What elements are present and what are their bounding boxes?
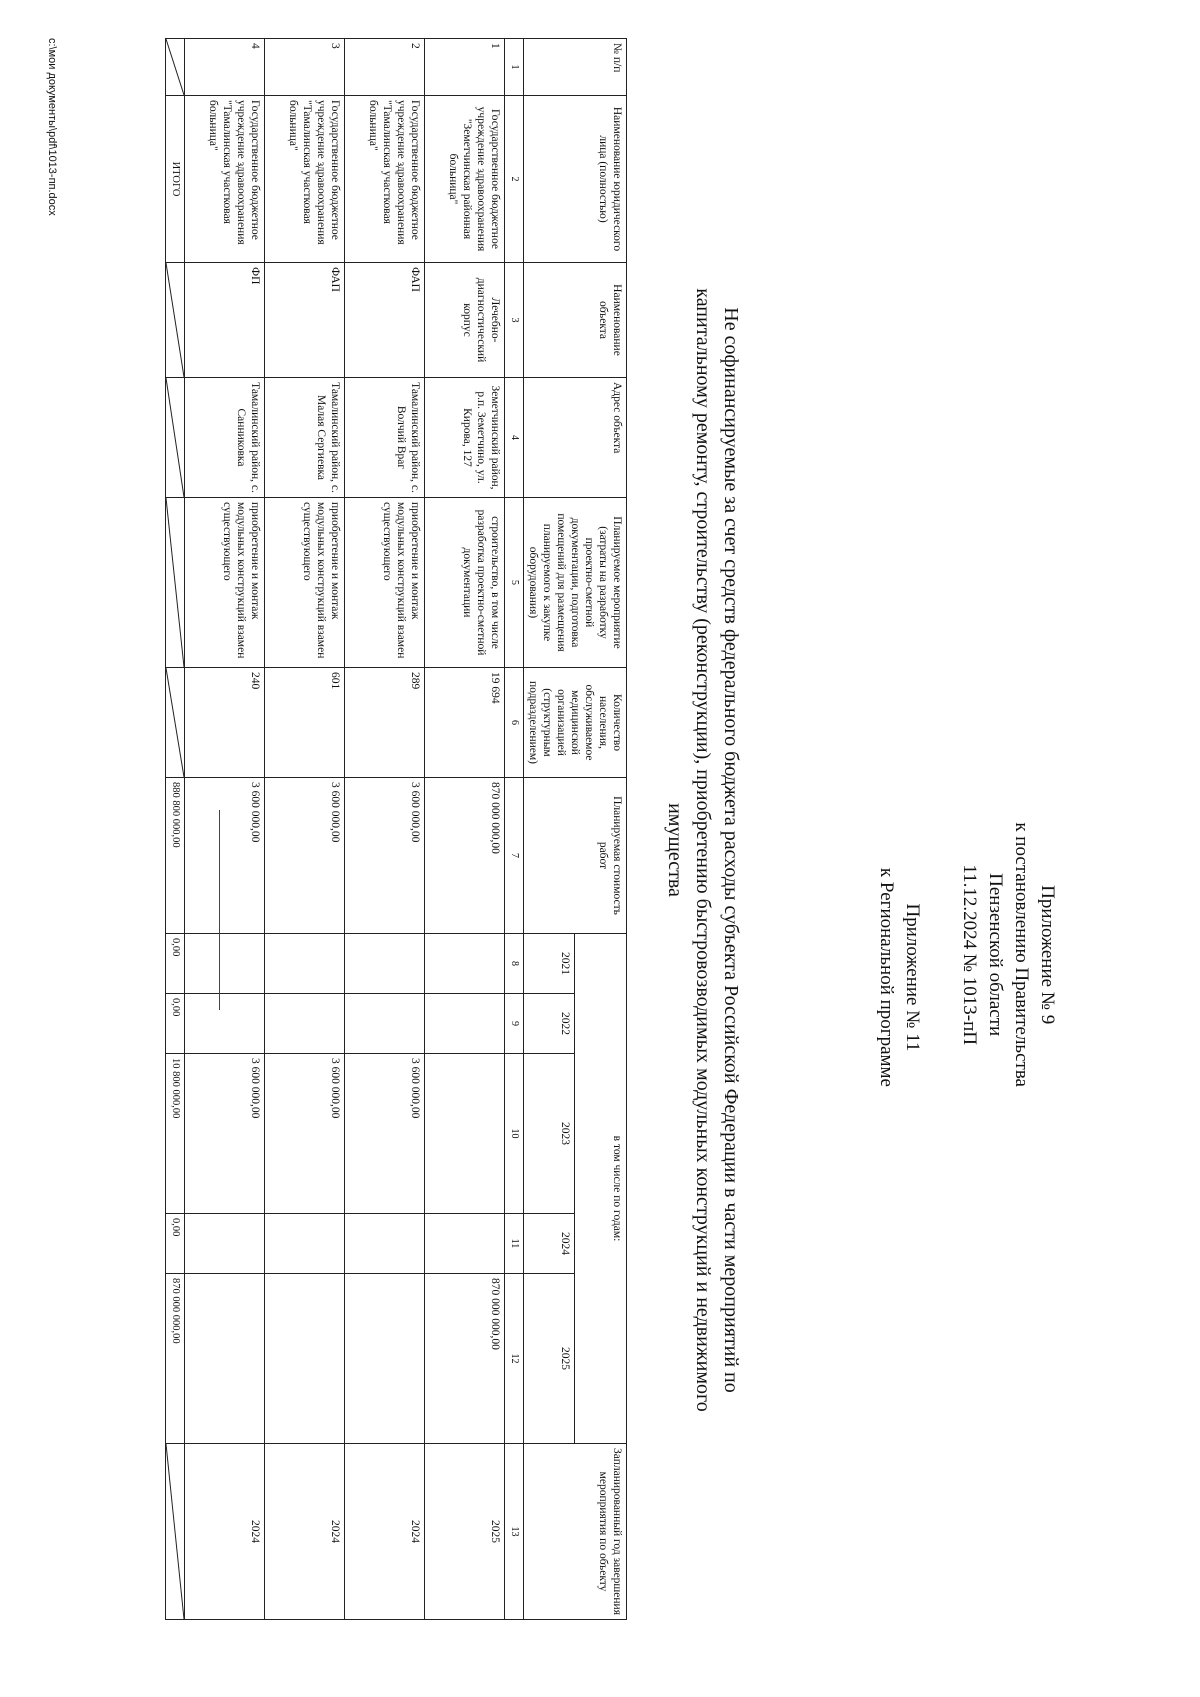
column-number: 1 <box>505 39 524 96</box>
column-numbers-row <box>505 39 524 1620</box>
cell-year-2025: 870 000 000,00 <box>425 1274 505 1444</box>
program-appendix-header <box>873 868 925 1087</box>
table-row <box>265 39 345 1620</box>
cell-object: ФАП <box>345 263 425 378</box>
col-header-cost: Планируемая стоимость работ <box>524 778 627 934</box>
col-header-by-years: в том числе по годам: <box>575 934 627 1444</box>
cell-legal-entity: Государственное бюджетное учреждение здравоохранения "Тамалинская участковая больница" <box>345 96 425 263</box>
cell-cost: 3 600 000,00 <box>265 778 345 934</box>
cell-address: Тамалинский район, с. Санниковка <box>185 378 265 498</box>
cell-object: Лечебно-диагностический корпус <box>425 263 505 378</box>
cell-year-2022 <box>345 994 425 1054</box>
appendix-header <box>956 822 1060 1087</box>
header-line: к постановлению Правительства <box>1011 822 1032 1087</box>
diagonal-line <box>166 378 184 497</box>
col-header-year: 2023 <box>524 1054 576 1214</box>
cell-legal-entity: Государственное бюджетное учреждение здравоохранения "Тамалинская участковая больница" <box>185 96 265 263</box>
cell-num: 1 <box>425 39 505 96</box>
total-year-2022: 0,00 <box>166 994 185 1054</box>
total-cost: 880 800 000,00 <box>166 778 185 934</box>
cell-year-2021 <box>265 934 345 994</box>
horizontal-divider <box>219 810 220 1010</box>
file-path-footer: c:\мои документы\pdf\1013-пп.docx <box>46 38 58 216</box>
diagonal-line <box>166 39 184 95</box>
cell-year-2023: 3 600 000,00 <box>345 1054 425 1214</box>
cell-activity: строительство, в том числе разработка проектно-сметной документации <box>425 498 505 668</box>
expenses-table <box>165 38 627 1620</box>
cell-year-2023: 3 600 000,00 <box>265 1054 345 1214</box>
cell-completion-year: 2024 <box>345 1444 425 1620</box>
cell-year-2022 <box>265 994 345 1054</box>
cell-num: 2 <box>345 39 425 96</box>
cell-year-2024 <box>265 1214 345 1274</box>
cell-object: ФАП <box>265 263 345 378</box>
cell-year-2021 <box>345 934 425 994</box>
column-number: 8 <box>505 934 524 994</box>
col-header-year: 2024 <box>524 1214 576 1274</box>
diagonal-line <box>166 498 184 667</box>
cell-legal-entity: Государственное бюджетное учреждение здравоохранения "Тамалинская участковая больница" <box>265 96 345 263</box>
title-line: Не софинансируемые за счет средств федерального бюджета расходы субъекта Российской Федерации в части мероприятий по <box>720 307 742 1393</box>
cell-population: 289 <box>345 668 425 778</box>
cell-legal-entity: Государственное бюджетное учреждение здравоохранения "Земетчинская районная больница" <box>425 96 505 263</box>
column-number: 11 <box>505 1214 524 1274</box>
cell-year-2023: 3 600 000,00 <box>185 1054 265 1214</box>
cell-completion-year: 2025 <box>425 1444 505 1620</box>
col-header-completion-year: Запланированный год завершения мероприятия по объекту <box>524 1444 627 1620</box>
crossed-cell <box>166 1444 185 1620</box>
cell-year-2022 <box>425 994 505 1054</box>
cell-population: 240 <box>185 668 265 778</box>
cell-year-2025 <box>265 1274 345 1444</box>
cell-num: 3 <box>265 39 345 96</box>
col-header-year: 2025 <box>524 1274 576 1444</box>
total-year-2021: 0,00 <box>166 934 185 994</box>
cell-year-2024 <box>185 1214 265 1274</box>
cell-activity: приобретение и монтаж модульных конструкций взамен существующего <box>265 498 345 668</box>
col-header-address: Адрес объекта <box>524 378 627 498</box>
col-header-num: № п/п <box>524 39 627 96</box>
col-header-population: Количество населения, обслуживаемое медицинской организацией (структурным подразделением) <box>524 668 627 778</box>
crossed-cell <box>166 498 185 668</box>
total-year-2023: 10 800 000,00 <box>166 1054 185 1214</box>
crossed-cell <box>166 39 185 96</box>
crossed-cell <box>166 263 185 378</box>
column-number: 12 <box>505 1274 524 1444</box>
title-line: капитальному ремонту, строительству (реконструкции), приобретению быстровозводимых модульных конструкций и недвижимого <box>692 288 714 1412</box>
column-number: 6 <box>505 668 524 778</box>
header-line: Приложение № 9 <box>1037 885 1058 1025</box>
column-number: 7 <box>505 778 524 934</box>
table-row <box>185 39 265 1620</box>
cell-object: ФП <box>185 263 265 378</box>
cell-year-2022 <box>185 994 265 1054</box>
col-header-object: Наименование объекта <box>524 263 627 378</box>
cell-year-2025 <box>185 1274 265 1444</box>
cell-year-2021 <box>185 934 265 994</box>
cell-address: Тамалинский район, с. Волчий Враг <box>345 378 425 498</box>
cell-year-2023 <box>425 1054 505 1214</box>
table-row <box>425 39 505 1620</box>
column-number: 10 <box>505 1054 524 1214</box>
column-number: 5 <box>505 498 524 668</box>
header-row <box>575 39 627 1620</box>
total-label: ИТОГО <box>166 96 185 263</box>
total-row <box>166 39 185 1620</box>
column-number: 4 <box>505 378 524 498</box>
cell-completion-year: 2024 <box>185 1444 265 1620</box>
column-number: 13 <box>505 1444 524 1620</box>
crossed-cell <box>166 668 185 778</box>
cell-year-2024 <box>425 1214 505 1274</box>
title-line: имущества <box>664 803 686 897</box>
header-line: Приложение № 11 <box>902 903 923 1052</box>
cell-year-2025 <box>345 1274 425 1444</box>
crossed-cell <box>166 378 185 498</box>
document-title <box>661 130 745 1570</box>
col-header-year: 2022 <box>524 994 576 1054</box>
cell-year-2024 <box>345 1214 425 1274</box>
cell-cost: 3 600 000,00 <box>345 778 425 934</box>
cell-address: Тамалинский район, с. Малая Сергиевка <box>265 378 345 498</box>
cell-population: 19 694 <box>425 668 505 778</box>
col-header-activity: Планируемое мероприятие (затраты на разработку проектно-сметной документации, подготовка помещений для размещения планируемого к закупке оборудования) <box>524 498 627 668</box>
column-number: 2 <box>505 96 524 263</box>
diagonal-line <box>166 668 184 777</box>
cell-address: Земетчинский район, р.п. Земетчино, ул. Кирова, 127 <box>425 378 505 498</box>
cell-completion-year: 2024 <box>265 1444 345 1620</box>
cell-population: 601 <box>265 668 345 778</box>
cell-cost: 3 600 000,00 <box>185 778 265 934</box>
cell-num: 4 <box>185 39 265 96</box>
diagonal-line <box>166 263 184 377</box>
diagonal-line <box>166 1444 184 1619</box>
column-number: 9 <box>505 994 524 1054</box>
table-row <box>345 39 425 1620</box>
header-line: к Региональной программе <box>876 867 897 1087</box>
col-header-year: 2021 <box>524 934 576 994</box>
column-number: 3 <box>505 263 524 378</box>
cell-activity: приобретение и монтаж модульных конструкций взамен существующего <box>185 498 265 668</box>
header-line: Пензенской области <box>985 873 1006 1037</box>
cell-cost: 870 000 000,00 <box>425 778 505 934</box>
total-year-2025: 870 000 000,00 <box>166 1274 185 1444</box>
cell-activity: приобретение и монтаж модульных конструкций взамен существующего <box>345 498 425 668</box>
cell-year-2021 <box>425 934 505 994</box>
total-year-2024: 0,00 <box>166 1214 185 1274</box>
header-line: 11.12.2024 № 1013-пП <box>959 864 980 1045</box>
col-header-legal-entity: Наименование юридического лица (полностью) <box>524 96 627 263</box>
